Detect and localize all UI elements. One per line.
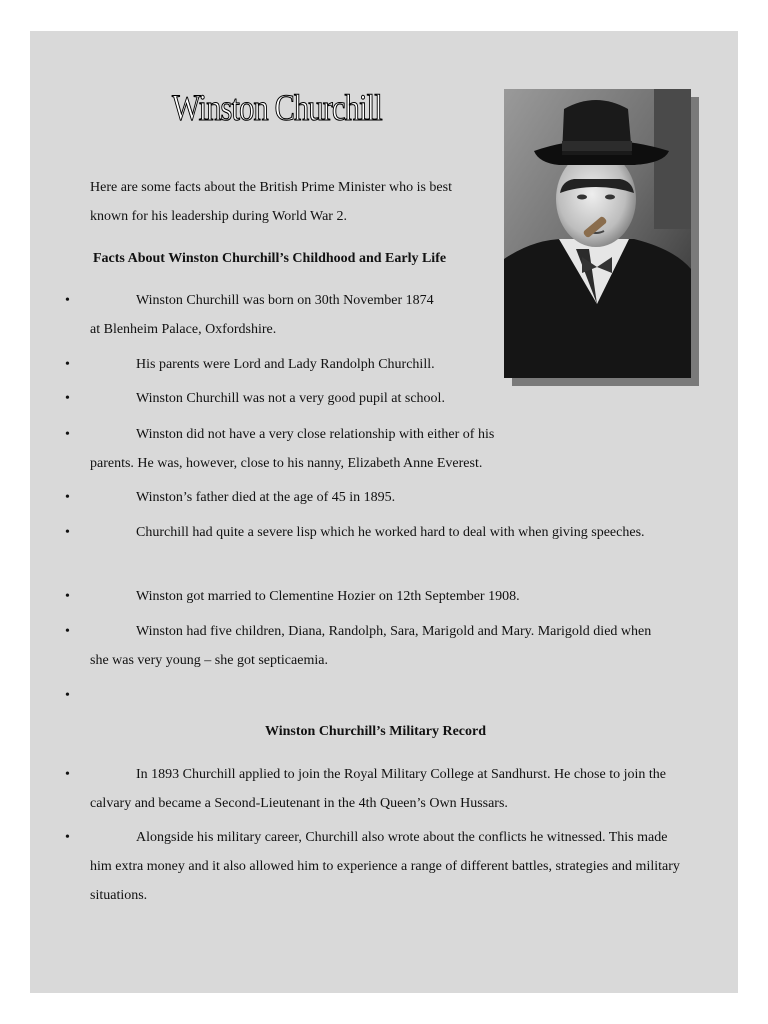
list-item: Churchill had quite a severe lisp which he worked hard to deal with when giving speeches.: [136, 525, 645, 540]
list-item: Winston did not have a very close relationship with either of his parents. He was, however, close to his nanny, Elizabeth Anne Everest.: [90, 427, 495, 471]
bullet-glyph: •: [65, 589, 70, 604]
bullet-glyph: •: [65, 767, 70, 782]
bullet-glyph: •: [65, 391, 70, 406]
bullet-glyph: •: [65, 688, 70, 703]
list-item: Winston had five children, Diana, Randolph, Sara, Marigold and Mary. Marigold died when she was very young – she got septicaemia.: [90, 624, 652, 668]
bullet-glyph: •: [65, 830, 70, 845]
bullet-glyph: •: [65, 427, 70, 442]
military-heading: Winston Churchill’s Military Record: [265, 724, 487, 739]
document-title: Winston Churchill: [172, 88, 382, 129]
portrait-photo: [504, 89, 691, 378]
list-item: Winston Churchill was not a very good pupil at school.: [136, 391, 445, 406]
list-item: Winston got married to Clementine Hozier on 12th September 1908.: [136, 589, 520, 604]
intro-paragraph: Here are some facts about the British Prime Minister who is best known for his leadership during World War 2.: [90, 180, 452, 224]
bullet-glyph: •: [65, 624, 70, 639]
list-item: Winston’s father died at the age of 45 in 1895.: [136, 490, 396, 505]
list-item: In 1893 Churchill applied to join the Royal Military College at Sandhurst. He chose to join the calvary and became a Second-Lieutenant in the 4th Queen’s Own Hussars.: [90, 767, 666, 811]
childhood-heading: Facts About Winston Churchill’s Childhood and Early Life: [93, 251, 447, 266]
bullet-glyph: •: [65, 293, 70, 308]
list-item: Alongside his military career, Churchill also wrote about the conflicts he witnessed. This made him extra money and it also allowed him to experience a range of different battles, strategies and military situations.: [90, 830, 680, 903]
document-page: [30, 31, 738, 993]
bullet-glyph: •: [65, 490, 70, 505]
list-item: His parents were Lord and Lady Randolph Churchill.: [136, 357, 435, 372]
bullet-glyph: •: [65, 357, 70, 372]
bullet-glyph: •: [65, 525, 70, 540]
list-item: Winston Churchill was born on 30th November 1874 at Blenheim Palace, Oxfordshire.: [90, 293, 434, 337]
